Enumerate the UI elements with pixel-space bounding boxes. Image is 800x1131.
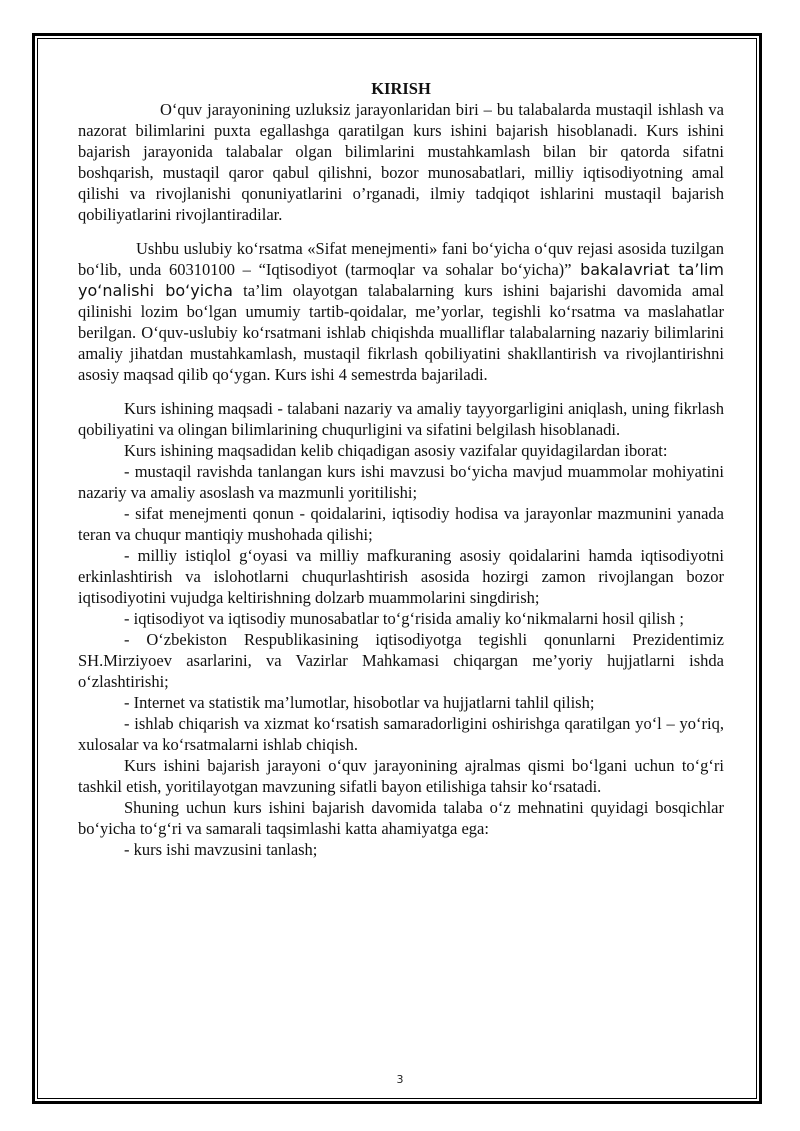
task-item: - Internet va statistik ma’lumotlar, hisobotlar va hujjatlarni tahlil qilish;	[124, 693, 595, 712]
paragraph-tasks-intro: Kurs ishining maqsadidan kelib chiqadigan asosiy vazifalar quyidagilardan iborat:	[124, 441, 668, 460]
task-item: - sifat menejmenti qonun - qoidalarini, iqtisodiy hodisa va jarayonlar mazmunini yanada teran va chuqur mantiqiy mushohada qilishi;	[78, 504, 724, 544]
task-item: - milliy istiqlol g‘oyasi va milliy mafkuraning asosiy qoidalarini hamda iqtisodiyotni erkinlashtirish va islohotlarni chuqurlashtirish asosida hozirgi zamon rivojlangan bozor iqtisodiyotini vujudga keltirishning dolzarb muammolarini singdirish;	[78, 546, 724, 607]
paragraph-intro: O‘quv jarayonining uzluksiz jarayonlaridan biri – bu talabalarda mustaqil ishlash va nazorat bilimlarini puxta egallashga qaratilgan kurs ishini bajarish hisoblanadi. Kurs ishini bajarish jarayonida talabalar olgan bilimlarini mustahkamlash bilan bir qatorda sifatni boshqarish, mustaqil qaror qabul qilishni, bozor munosabatlari, milliy iqtisodiyotning amal qilishi va rivojlanishi qonuniyatlarini o’rganadi, ilmiy tadqiqot ishlarini mustaqil bajarish qobiliyatlarini rivojlantiradilar.	[78, 100, 724, 224]
section-title: KIRISH	[371, 79, 431, 98]
document-body	[78, 78, 724, 860]
paragraph-goal: Kurs ishining maqsadi - talabani nazariy va amaliy tayyorgarligini aniqlash, uning fikrlash qobiliyatini va olingan bilimlarining chuqurligini va sifatini belgilash hisoblanadi.	[78, 399, 724, 439]
task-item: - mustaqil ravishda tanlangan kurs ishi mavzusi bo‘yicha mavjud muammolar mohiyatini nazariy va amaliy asoslash va mazmunli yoritilishi;	[78, 462, 724, 502]
task-item: - O‘zbekiston Respublikasining iqtisodiyotga tegishli qonunlarni Prezidentimiz SH.Mirziyoev asarlarini, va Vazirlar Mahkamasi chiqargan me’yoriy hujjatlarni ishda o‘zlashtirishi;	[78, 630, 724, 691]
stage-item: - kurs ishi mavzusini tanlash;	[124, 840, 318, 859]
page-number: 3	[396, 1073, 404, 1086]
paragraph-stages-intro: Shuning uchun kurs ishini bajarish davomida talaba o‘z mehnatini quyidagi bosqichlar bo‘yicha to‘g‘ri va samarali taqsimlashi katta ahamiyatga ega:	[78, 798, 724, 838]
paragraph-process: Kurs ishini bajarish jarayoni o‘quv jarayonining ajralmas qismi bo‘lgani uchun to‘g‘ri tashkil etish, yoritilayotgan mavzuning sifatli bayon etilishiga tahsir ko‘rsatadi.	[78, 756, 724, 796]
paragraph-guideline-part1: Ushbu uslubiy ko‘rsatma «Sifat menejmenti» fani bo‘yicha o‘quv rejasi asosida tuzilgan bo‘lib, unda 60310100 – “Iqtisodiyot (tarmoqlar va sohalar bo‘yicha)”	[78, 239, 724, 279]
task-item: - ishlab chiqarish va xizmat ko‘rsatish samaradorligini oshirishga qaratilgan yo‘l – yo‘riq, xulosalar va ko‘rsatmalarni ishlab chiqish.	[78, 714, 724, 754]
paragraph-guideline-part3: ta’lim olayotgan talabalarning kurs ishini bajarishi davomida amal qilinishi lozim bo‘lgan umumiy tartib-qoidalar, me’yorlar, tegishli ko‘rsatma va maslahatlar berilgan. O‘quv-uslubiy ko‘rsatmani ishlab chiqishda mualliflar talabalarning nazariy bilimlarini amaliy jihatdan mustahkamlash, mustaqil fikrlash qobiliyatini shakllantirish va rivojlantirishni asosiy maqsad qilib qo‘ygan. Kurs ishi 4 semestrda bajariladi.	[78, 281, 724, 384]
paragraph-guideline-part2: bakalavriat ta’lim yo‘nalishi bo‘yicha	[78, 260, 724, 300]
paragraph-guideline	[78, 238, 724, 385]
task-item: - iqtisodiyot va iqtisodiy munosabatlar to‘g‘risida amaliy ko‘nikmalarni hosil qilish ;	[124, 609, 685, 628]
